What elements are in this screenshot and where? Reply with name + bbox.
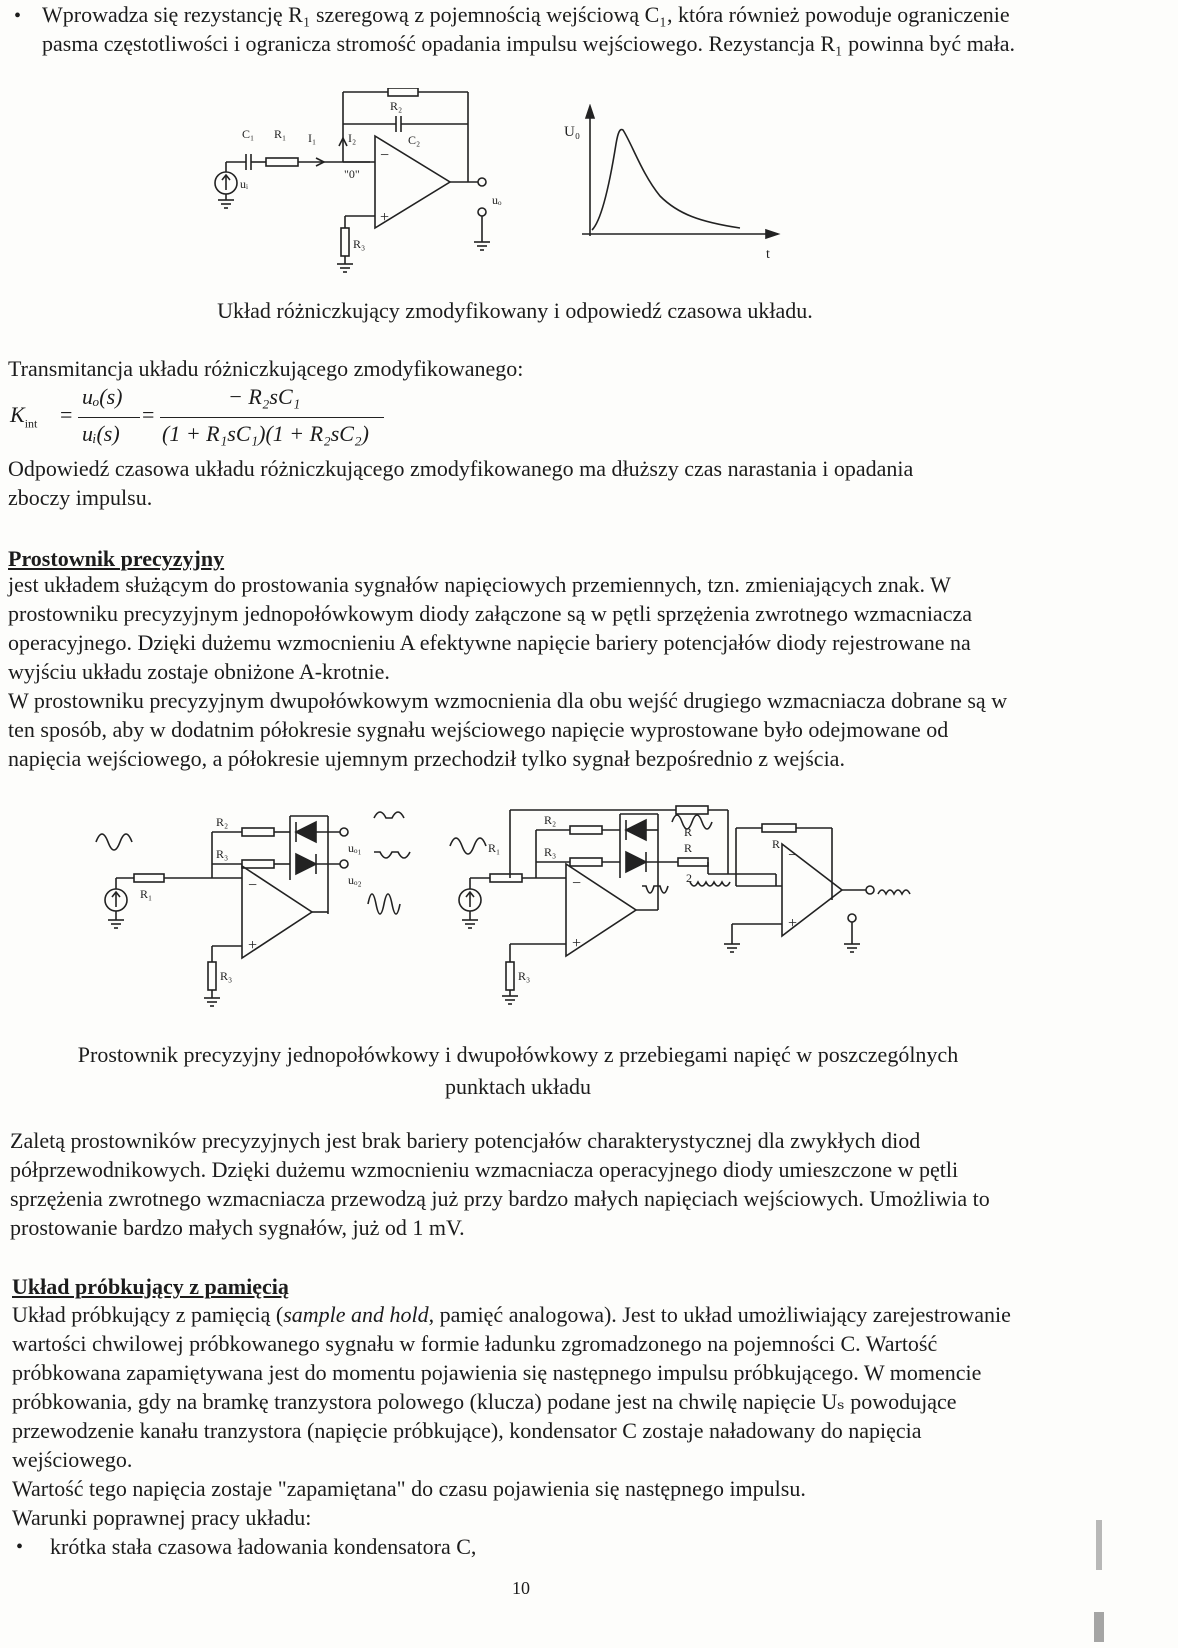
formula-frac2-num: − R₂sC₁: [228, 384, 301, 409]
figure2-caption-line2: punktach układu: [444, 1074, 592, 1099]
bullet-marker: •: [14, 5, 22, 27]
fw-label-R-top: R: [684, 825, 693, 839]
hw-label-r3-fb: R₃: [216, 847, 229, 861]
transfer-heading: Transmitancja układu różniczkującego zmodyfikowanego:: [8, 356, 524, 381]
sample-hold-para3: Warunki poprawnej pracy układu:: [12, 1505, 312, 1530]
rectifier-heading: Prostownik precyzyjny: [8, 546, 225, 571]
fw-label-r1: R₁: [488, 841, 501, 855]
time-response-graph: [560, 104, 790, 264]
label-c2: C₂: [408, 133, 421, 147]
formula-lhs: $K_{int}$: [10, 402, 38, 431]
differentiator-circuit-diagram: [210, 88, 540, 288]
hw-label-uo1: uₒ₁: [348, 841, 362, 855]
formula-eq1: =: [60, 402, 73, 427]
page-number: 10: [512, 1578, 530, 1598]
sample-hold-heading: Układ próbkujący z pamięcią: [12, 1274, 289, 1299]
hw-label-uo2: uₒ₂: [348, 873, 362, 887]
label-zero-node: "0": [344, 167, 360, 181]
label-uo: uₒ: [492, 193, 502, 207]
scan-edge-mark: [1094, 1612, 1104, 1642]
label-i2: I₂: [348, 131, 357, 145]
fw-label-minus1: −: [572, 875, 582, 892]
fw-label-R-half-num: R: [684, 841, 693, 855]
formula-frac2-bar: [160, 417, 384, 418]
sample-hold-para2: Wartość tego napięcia zostaje "zapamiętana" do czasu pojawienia się następnego impulsu.: [12, 1476, 806, 1501]
hw-label-r1: R₁: [140, 887, 153, 901]
sample-hold-para1-post: , pamięć analogowa). Jest to układ umożliwiający zarejestrowanie wartości chwilowej próbkowanego sygnału w formie ładunku zgromadzonego na pojemności C. Wartość próbkowana zapamiętywana jest do momentu pojawienia się następnego impulsu próbkującego. W momencie próbkowania, gdy na bramkę tranzystora polowego (klucza) podane jest na chwilę napięcie Uₛ powodujące przewodzenie kanału tranzystora (napięcie próbkujące), kondensator C zostaje naładowany do napięcia wejściowego.: [12, 1302, 1011, 1472]
formula-frac1-bar: [78, 417, 140, 418]
fw-label-R-half-den: 2: [686, 871, 692, 885]
half-wave-rectifier-diagram: [92, 808, 432, 1038]
label-c1: C₁: [242, 127, 255, 141]
rectifier-para1: jest układem służącym do prostowania sygnałów napięciowych przemiennych, tzn. zmieniających znak. W prostowniku precyzyjnym jednopołówkowym diody załączone są w pętli sprzężenia zwrotnego wzmacniacza operacyjnego. Dzięki dużemu wzmocnieniu A efektywne napięcie bariery potencjałów diody rejestrowane na wyjściu układu zostaje obniżone A-krotnie.: [8, 572, 972, 684]
sample-hold-bullet1: krótka stała czasowa ładowania kondensatora C,: [50, 1534, 477, 1559]
scan-edge-mark: [1096, 1520, 1102, 1570]
label-r1: R₁: [274, 127, 287, 141]
bullet-marker: •: [16, 1536, 24, 1558]
hw-label-r3: R₃: [220, 969, 233, 983]
hw-label-minus: −: [248, 877, 258, 894]
formula-frac1-num: uₒ(s): [82, 384, 123, 409]
fw-label-minus2: −: [788, 847, 798, 864]
full-wave-rectifier-diagram: [446, 800, 946, 1030]
label-t-axis: t: [766, 247, 770, 262]
fw-label-r3: R₃: [518, 969, 531, 983]
fw-label-R-out: R: [772, 837, 781, 851]
intro-bullet-text: Wprowadza się rezystancję R₁ szeregową z pojemnością wejściową C₁, która również powoduje ograniczenie pasma częstotliwości i ogranicza stromość opadania impulsu wejściowego. Rezystancja R₁ powinna być mała.: [42, 2, 1015, 56]
sample-hold-para1-italic: sample and hold: [283, 1302, 429, 1327]
fw-label-plus1: +: [572, 935, 582, 952]
figure2-caption-line1: Prostownik precyzyjny jednopołówkowy i dwupołówkowy z przebiegami napięć w poszczególnych: [77, 1042, 959, 1067]
figure1-caption: Układ różniczkujący zmodyfikowany i odpowiedź czasowa układu.: [217, 298, 813, 323]
fw-label-r3-fb: R₃: [544, 845, 557, 859]
hw-label-r2: R₂: [216, 815, 229, 829]
sample-hold-para1: [12, 1300, 1022, 1474]
label-r2: R₂: [390, 99, 403, 113]
label-ui: uᵢ: [240, 177, 248, 191]
pulse-response-curve: [592, 130, 740, 230]
transfer-function-formula: [8, 384, 428, 454]
advantage-text: Zaletą prostowników precyzyjnych jest brak bariery potencjałów charakterystycznej dla zwykłych diod półprzewodnikowych. Dzięki dużemu wzmocnieniu wzmacniacza operacyjnego diody umieszczone w pętli sprzężenia zwrotnego wzmacniacza przewodzą już przy bardzo małych napięciach wejściowych. Umożliwia to prostowanie bardzo małych sygnałów, już od 1 mV.: [10, 1128, 990, 1240]
label-Uo-axis: U₀: [564, 124, 581, 140]
formula-eq2: =: [142, 402, 155, 427]
label-plus: +: [380, 209, 390, 226]
formula-lhs-sub: int: [24, 416, 38, 431]
label-minus: −: [380, 147, 390, 164]
label-r3: R₃: [353, 237, 366, 251]
label-i1: I₁: [308, 131, 317, 145]
response-text: Odpowiedź czasowa układu różniczkującego zmodyfikowanego ma dłuższy czas narastania i opadania zboczy impulsu.: [8, 456, 914, 510]
fw-label-plus2: +: [788, 915, 798, 932]
formula-frac1-den: uᵢ(s): [82, 421, 120, 446]
sample-hold-para1-pre: Układ próbkujący z pamięcią (: [12, 1302, 284, 1327]
rectifier-para2: W prostowniku precyzyjnym dwupołówkowym wzmocnienia dla obu wejść drugiego wzmacniacza dobrane są w ten sposób, aby w dodatnim półokresie sygnału wejściowego napięcie wyprostowane było odejmowane od napięcia wejściowego, a półokresie ujemnym przechodził tylko sygnał bezpośrednio z wejścia.: [8, 688, 1008, 771]
hw-label-plus: +: [248, 937, 258, 954]
fw-label-r2: R₂: [544, 813, 557, 827]
formula-frac2-den: (1 + R₁sC₁)(1 + R₂sC₂): [162, 421, 369, 446]
